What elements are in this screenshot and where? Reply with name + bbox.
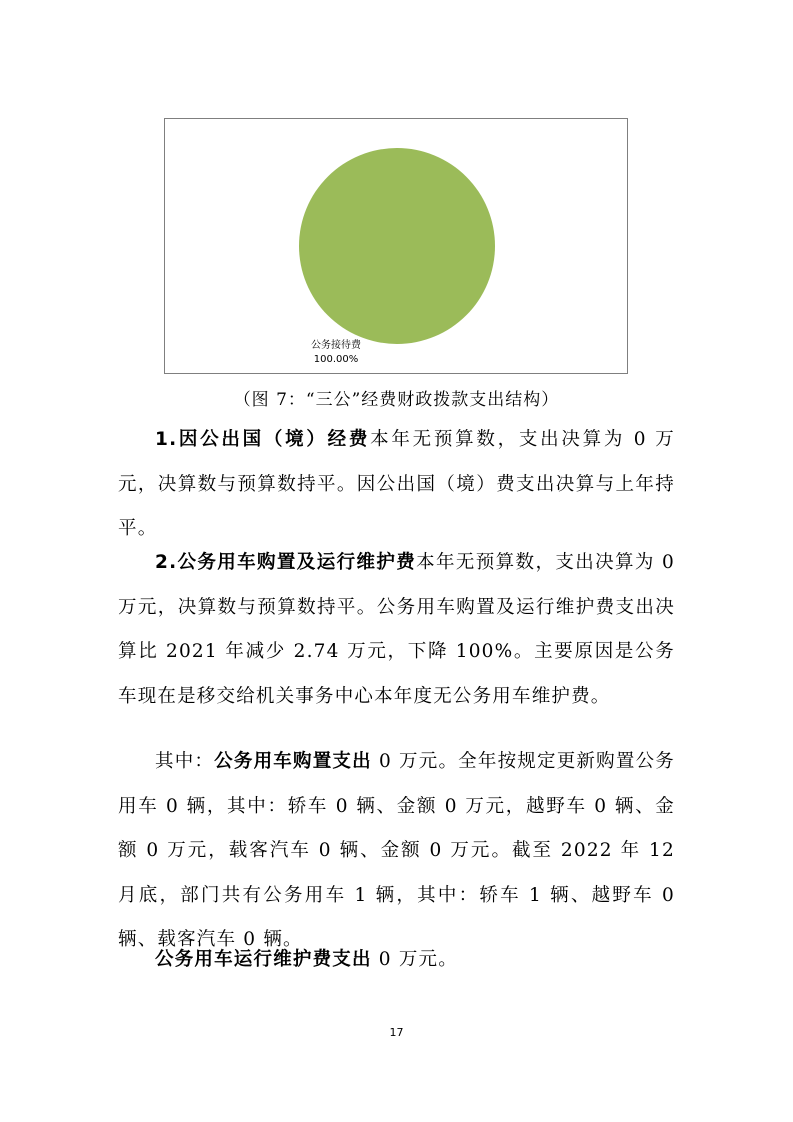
paragraph-body: 本年无预算数，支出决算为 0 万元，决算数与预算数持平。因公出国（境）费支出决算与上年持平。: [118, 429, 676, 539]
paragraph-heading: 公务用车运行维护费支出: [155, 949, 372, 970]
paragraph-body: 0 万元。: [371, 949, 458, 970]
paragraph-body: 本年无预算数，支出决算为 0 万元，决算数与预算数持平。公务用车购置及运行维护费支出决算比 2021 年减少 2.74 万元，下降 100%。主要原因是公务车现在是移交给机关事务中心本年度无公务用车维护费。: [118, 552, 675, 707]
pie-slice-label: 公务接待费: [311, 340, 361, 351]
pie-slice-official-reception: [299, 148, 495, 344]
paragraph-prefix: 其中：: [155, 751, 215, 772]
figure-caption: （图 7：“三公”经费财政拨款支出结构）: [233, 390, 560, 410]
paragraph-heading: 2.公务用车购置及运行维护费: [155, 552, 417, 573]
pie-chart-svg: [165, 119, 627, 373]
pie-data-label: [291, 339, 381, 367]
pie-chart: [164, 118, 628, 374]
paragraph-heading: 1.因公出国（境）经费: [155, 429, 371, 450]
paragraph-overseas-expense: [118, 418, 675, 552]
paragraph-vehicle-purchase: [118, 740, 675, 963]
page-number: 17: [389, 1026, 404, 1039]
paragraph-vehicle-maintenance: [118, 938, 675, 983]
pie-slice-percent: 100.00%: [313, 354, 359, 365]
paragraph-vehicle-expense: [118, 541, 675, 719]
paragraph-heading: 公务用车购置支出: [214, 751, 372, 772]
paragraph-body: 0 万元。全年按规定更新购置公务用车 0 辆，其中：轿车 0 辆、金额 0 万元，越野车 0 辆、金额 0 万元，载客汽车 0 辆、金额 0 万元。截至 2022 年 12 月底，部门共有公务用车 1 辆，其中：轿车 1 辆、越野车 0 辆、载客汽车 0 辆。: [118, 751, 675, 950]
